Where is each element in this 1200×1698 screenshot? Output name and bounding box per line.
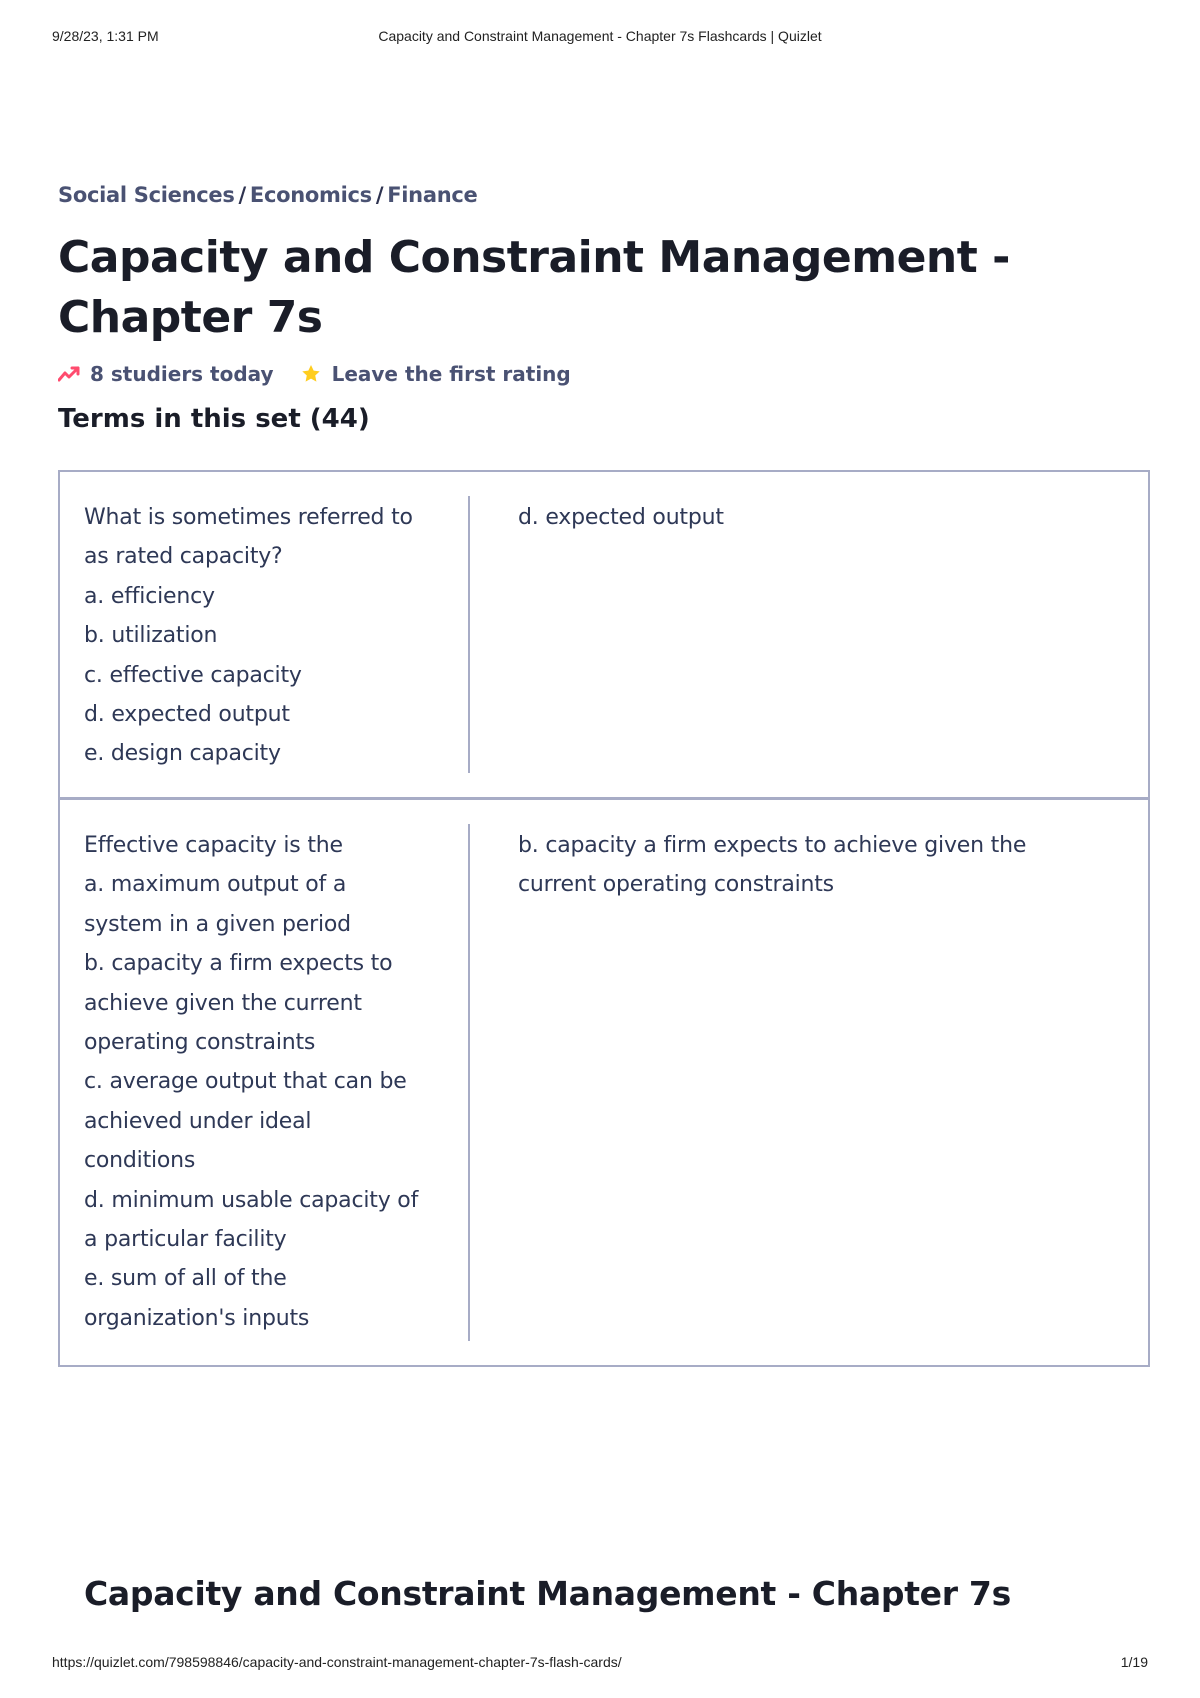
breadcrumb (58, 183, 477, 207)
print-header (52, 28, 1148, 48)
set-meta (58, 360, 571, 388)
definition-text: d. expected output (518, 505, 724, 530)
term-cell (60, 800, 470, 1365)
breadcrumb-social-sciences[interactable]: Social Sciences (58, 183, 235, 207)
definition-cell (470, 472, 1148, 797)
rating-text[interactable]: Leave the first rating (331, 362, 571, 386)
trending-up-icon (58, 366, 80, 382)
definition-text: b. capacity a firm expects to achieve given the current operating constraints (518, 833, 1027, 898)
term-text: What is sometimes referred to as rated capacity? a. efficiency b. utilization c. effective capacity d. expected output e. design capacity (84, 505, 413, 767)
print-url: https://quizlet.com/798598846/capacity-and-constraint-management-chapter-7s-flash-cards/ (52, 1654, 622, 1670)
term-cell (60, 472, 470, 797)
print-page-title: Capacity and Constraint Management - Chapter 7s Flashcards | Quizlet (378, 28, 822, 44)
terms-table (58, 470, 1150, 1367)
breadcrumb-finance[interactable]: Finance (387, 183, 478, 207)
term-row (60, 800, 1148, 1365)
print-footer (52, 1654, 1148, 1674)
terms-heading: Terms in this set (44) (58, 404, 370, 434)
rating-link[interactable] (300, 362, 571, 386)
breadcrumb-separator: / (238, 183, 246, 207)
studiers-count (58, 362, 274, 386)
print-page-number: 1/19 (1120, 1654, 1148, 1670)
section-title: Capacity and Constraint Management - Chapter 7s (84, 1574, 1011, 1613)
breadcrumb-separator: / (375, 183, 384, 207)
studiers-text: 8 studiers today (90, 362, 274, 386)
page-title: Capacity and Constraint Management - Chapter 7s (58, 232, 1010, 343)
definition-cell (470, 800, 1148, 1365)
breadcrumb-economics[interactable]: Economics (249, 183, 372, 207)
print-date: 9/28/23, 1:31 PM (52, 28, 159, 44)
star-icon (300, 363, 322, 385)
term-row (60, 472, 1148, 800)
term-text: Effective capacity is the a. maximum output of a system in a given period b. capacity a firm expects to achieve given the current operating constraints c. average output that can be achieved under ideal conditions d. minimum usable capacity of a particular facility e. sum of all of the organization's inputs (84, 833, 419, 1331)
